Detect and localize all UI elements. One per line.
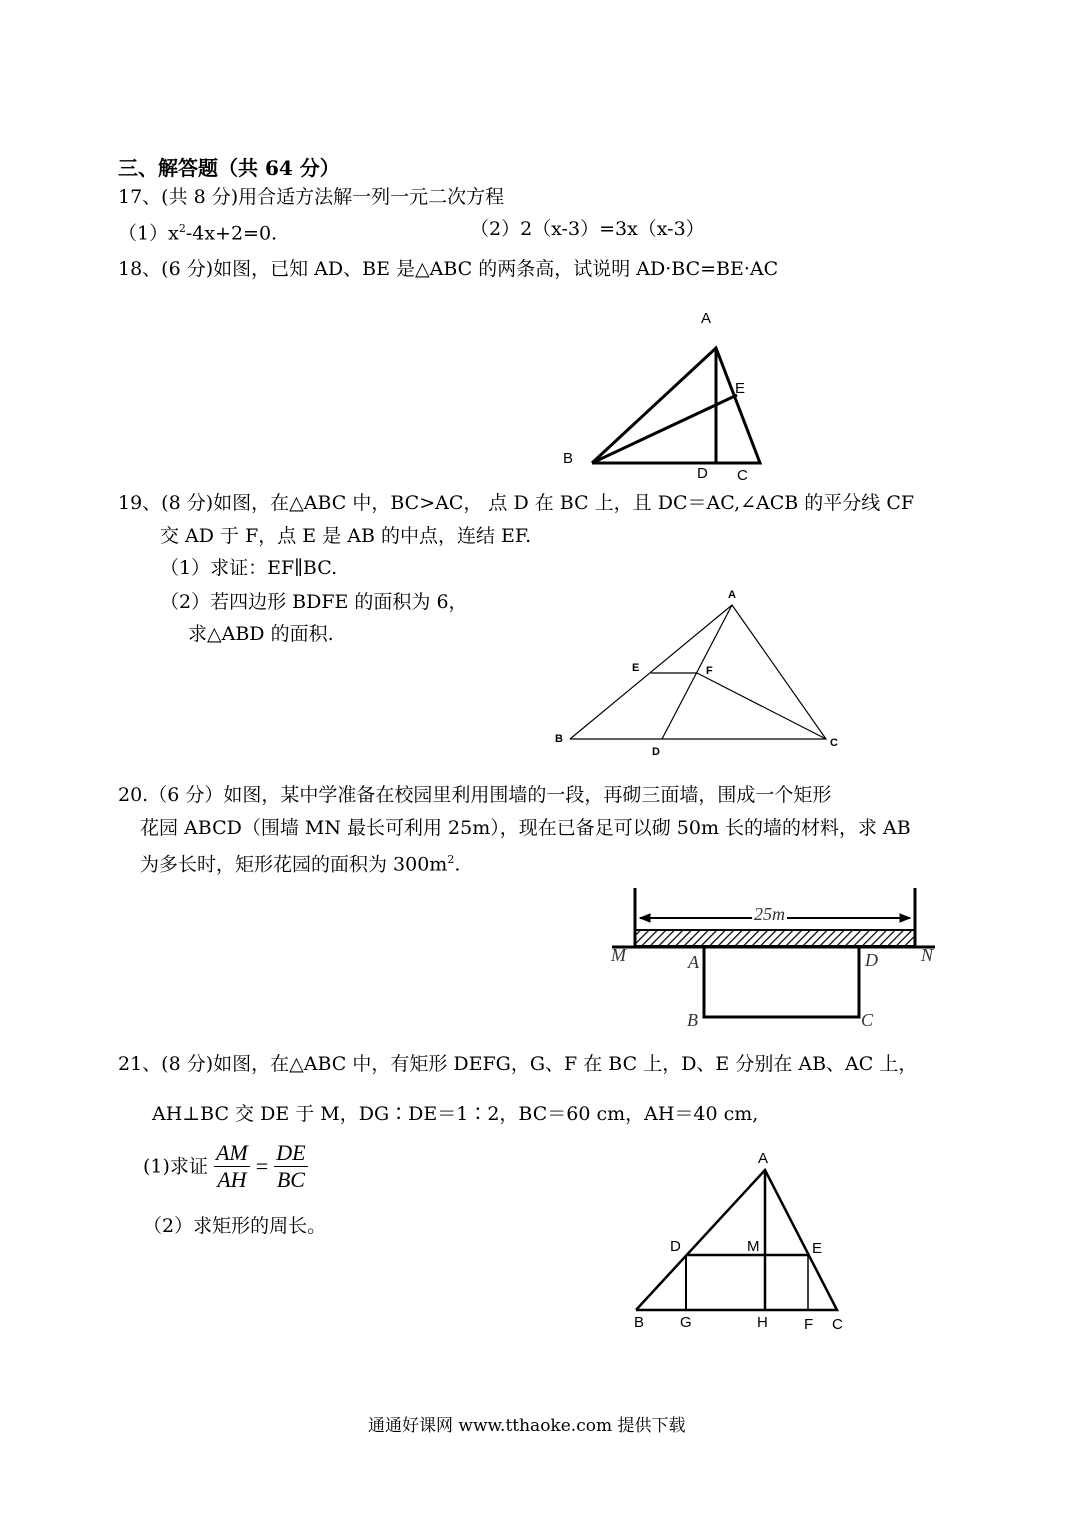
q20-label-c: C: [861, 1010, 874, 1030]
q18-label-d: D: [697, 465, 708, 482]
q18-label-b: B: [563, 450, 574, 467]
q21-part2: （2）求矩形的周长。: [143, 1215, 327, 1237]
q21-label-c: C: [832, 1316, 843, 1333]
q19-line2: 交 AD 于 F，点 E 是 AB 的中点，连结 EF.: [160, 525, 532, 547]
q19-part2b: 求△ABD 的面积.: [188, 623, 334, 645]
q19-label-e: E: [632, 662, 640, 674]
q21-part1: (1)求证 $\frac{AM}{AH}$ = $\frac{DE}{BC}$: [143, 1140, 306, 1192]
q19-part2a: （2）若四边形 BDFE 的面积为 6，: [160, 591, 468, 613]
q20-line3: 为多长时，矩形花园的面积为 $300m^2$.: [140, 853, 461, 876]
q21-label-g: G: [680, 1314, 692, 1331]
q17-stem: 17、(共 8 分)用合适方法解一列一元二次方程: [118, 186, 505, 208]
section-title: 三、解答题（共 64 分）: [118, 156, 340, 180]
q20-dimension-label: 25m: [754, 904, 785, 924]
q19-label-a: A: [728, 589, 736, 601]
footer-text: 通通好课网 www.tthaoke.com 提供下载: [368, 1416, 686, 1436]
q18-label-e: E: [735, 380, 746, 397]
q21-label-b: B: [634, 1314, 645, 1331]
q19-label-f: F: [706, 665, 713, 677]
q21-label-f: F: [804, 1316, 814, 1333]
q21-label-a: A: [758, 1150, 769, 1167]
q17-part1: $(1)x^2-4x+2=0$.: [118, 222, 278, 245]
q20-line1: 20.（6 分）如图，某中学准备在校园里利用围墙的一段，再砌三面墙，围成一个矩形: [118, 784, 832, 806]
q21-label-m: M: [747, 1238, 760, 1255]
q18-label-c: C: [737, 467, 748, 484]
q17-part2: （2）2（x-3）=3x（x-3）: [470, 218, 705, 240]
q20-label-n: N: [921, 945, 934, 965]
q21-label-e: E: [812, 1240, 823, 1257]
q21-fraction-de-bc: $\frac{DE}{BC}$: [276, 1140, 306, 1192]
q20-line2: 花园 ABCD（围墙 MN 最长可利用 25m），现在已备足可以砌 50m 长的墙的材料，求 AB: [140, 817, 911, 839]
q21-line2: AH⊥BC 交 DE 于 M，DG∶DE＝1∶2，BC＝60 cm，AH＝40 cm,: [152, 1103, 759, 1125]
q21-line1: 21、(8 分)如图，在△ABC 中，有矩形 DEFG，G、F 在 BC 上，D、E 分别在 AB、AC 上，: [118, 1053, 918, 1075]
q20-label-b: B: [687, 1010, 698, 1030]
q20-label-d: D: [865, 950, 878, 970]
q20-label-a: A: [688, 952, 699, 972]
q19-part1: （1）求证：EF∥BC.: [160, 557, 338, 579]
q19-label-c: C: [830, 737, 838, 749]
q21-fraction-am-ah: $\frac{AM}{AH}$: [215, 1140, 248, 1192]
q19-label-d: D: [652, 746, 660, 758]
q18-label-a: A: [701, 310, 712, 327]
q19-line1: 19、(8 分)如图，在△ABC 中，BC>AC， 点 D 在 BC 上，且 DC＝AC,∠ACB 的平分线 CF: [118, 492, 915, 514]
q19-label-b: B: [555, 733, 563, 745]
q21-label-d: D: [670, 1238, 681, 1255]
q18-stem: 18、(6 分)如图，已知 AD、BE 是△ABC 的两条高，试说明 AD·BC=BE·AC: [118, 258, 779, 280]
q20-label-m: M: [611, 945, 626, 965]
q21-label-h: H: [757, 1314, 768, 1331]
